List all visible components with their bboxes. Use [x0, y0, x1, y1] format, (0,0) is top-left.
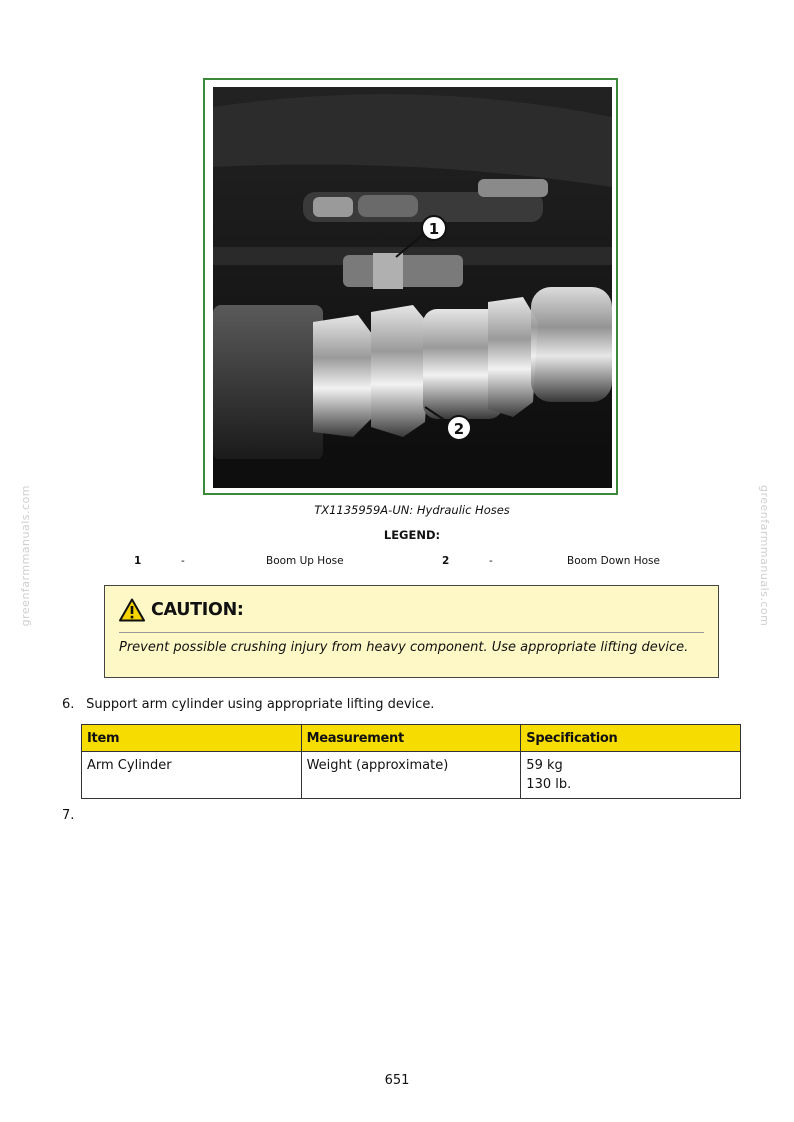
step-number: 7. [62, 808, 75, 823]
figure-frame [203, 78, 618, 495]
spec-metric: 59 kg [526, 758, 563, 773]
page-number: 651 [384, 1073, 410, 1088]
cell-specification [521, 752, 741, 799]
table-row [82, 752, 741, 799]
svg-text:2: 2 [453, 420, 465, 438]
step-number: 6. [62, 697, 75, 712]
legend-label-1: Boom Up Hose [266, 555, 344, 567]
header-item: Item [82, 725, 302, 752]
watermark-right: greenfarmmanuals.com [758, 485, 771, 627]
step-6 [62, 697, 434, 712]
header-measurement: Measurement [301, 725, 521, 752]
figure-caption: TX1135959A-UN: Hydraulic Hoses [314, 503, 510, 517]
watermark-left: greenfarmmanuals.com [19, 485, 32, 627]
svg-text:1: 1 [428, 220, 440, 238]
legend-number-1: 1 [134, 555, 142, 567]
caution-title: CAUTION: [151, 600, 244, 620]
spec-imperial: 130 lb. [526, 777, 572, 792]
caution-box [104, 585, 719, 678]
step-text: Support arm cylinder using appropriate lifting device. [86, 697, 435, 712]
header-specification: Specification [521, 725, 741, 752]
callout-2-marker [447, 416, 471, 440]
warning-triangle-icon [119, 598, 145, 622]
callout-1-marker [422, 216, 446, 240]
cell-item: Arm Cylinder [82, 752, 302, 799]
step-7 [62, 808, 82, 823]
spec-table [81, 724, 741, 799]
table-header-row [82, 725, 741, 752]
legend-dash-1: - [181, 555, 185, 567]
cell-measurement: Weight (approximate) [301, 752, 521, 799]
caution-header [119, 598, 244, 622]
legend-dash-2: - [489, 555, 493, 567]
legend-title: LEGEND: [383, 528, 441, 542]
legend-label-2: Boom Down Hose [567, 555, 660, 567]
caution-text: Prevent possible crushing injury from heavy component. Use appropriate lifting device. [119, 640, 689, 655]
hydraulic-hoses-photo [213, 87, 612, 488]
legend-number-2: 2 [442, 555, 450, 567]
caution-divider [119, 632, 704, 633]
